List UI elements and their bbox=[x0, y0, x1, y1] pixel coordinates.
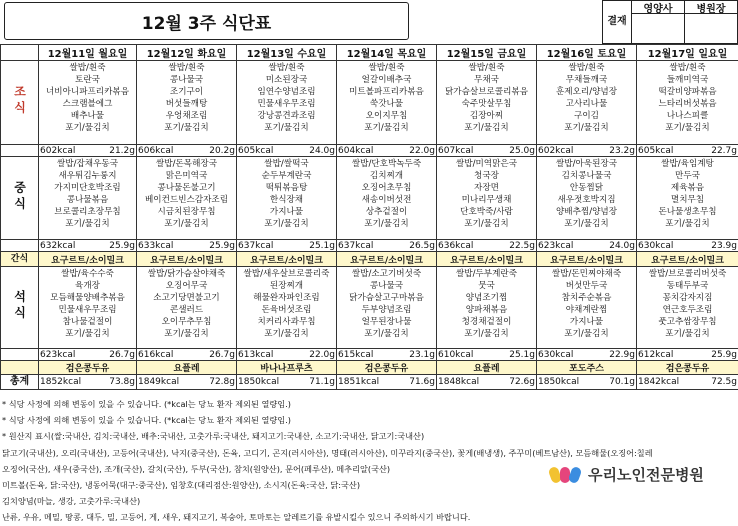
evening-snack-cell: 포도주스 bbox=[537, 361, 637, 375]
breakfast-menu-cell bbox=[237, 61, 337, 145]
dinner-kcal-cell bbox=[337, 349, 437, 361]
approval-col-dietitian: 영양사 bbox=[631, 0, 685, 14]
corner-cell bbox=[1, 45, 39, 61]
logo-text: 우리노인전문병원 bbox=[588, 464, 704, 485]
breakfast-kcal-cell bbox=[537, 145, 637, 157]
lunch-kcal-cell bbox=[137, 240, 237, 252]
menu-item: 새우젓호박지짐 bbox=[538, 194, 635, 206]
snack-cell: 요구르트/소이밀크 bbox=[537, 252, 637, 267]
menu-item: 오이무추무침 bbox=[138, 316, 235, 328]
menu-item: 포기/물김치 bbox=[438, 328, 535, 340]
breakfast-kcal-row bbox=[1, 145, 738, 157]
gram-value: 23.2g bbox=[609, 146, 635, 156]
dinner-menu-cell bbox=[637, 267, 738, 349]
kcal-value: 606kcal bbox=[138, 146, 173, 156]
menu-item: 포기/물김치 bbox=[138, 218, 235, 230]
menu-item: 쌀밥/육임계탕 bbox=[638, 158, 737, 170]
total-gram: 72.8g bbox=[209, 377, 235, 387]
menu-item: 버섯들깨탕 bbox=[138, 98, 235, 110]
menu-item: 포기/물김치 bbox=[338, 218, 435, 230]
note-line: 오징어(국산), 새우(중국산), 조개(국산), 갈치(국산), 두부(국산), 참치(원양산), 문어(페루산), 메추리알(국산) bbox=[2, 461, 738, 477]
lunch-menu-cell bbox=[137, 157, 237, 240]
kcal-value: 610kcal bbox=[438, 350, 473, 360]
note-line: 난류, 우유, 메밀, 땅콩, 대두, 밀, 고등어, 게, 새우, 돼지고기, 복숭아, 토마토는 알레르기를 유발시킬수 있으니 주의하시기 바랍니다. bbox=[2, 509, 738, 525]
menu-item: 쌀밥/아욱된장국 bbox=[538, 158, 635, 170]
menu-item: 포기/물김치 bbox=[138, 328, 235, 340]
menu-item: 쌀밥/두부계란죽 bbox=[438, 268, 535, 280]
menu-item: 포기/물김치 bbox=[538, 122, 635, 134]
gram-value: 26.7g bbox=[109, 350, 135, 360]
menu-item: 김치찌개 bbox=[338, 170, 435, 182]
evening-snack-cell: 검은콩두유 bbox=[39, 361, 137, 375]
menu-item: 쌀밥/새우살브로콜리죽 bbox=[238, 268, 335, 280]
dinner-kcal-cell bbox=[537, 349, 637, 361]
menu-item: 상추겉절이 bbox=[338, 206, 435, 218]
lunch-menu-cell bbox=[537, 157, 637, 240]
breakfast-kcal-cell bbox=[337, 145, 437, 157]
menu-item: 너비아니파프리카볶음 bbox=[40, 86, 135, 98]
lunch-kcal-cell bbox=[39, 240, 137, 252]
menu-item: 돈육버섯조림 bbox=[238, 304, 335, 316]
total-kcal: 1850kcal bbox=[238, 377, 279, 387]
menu-item: 소고기당면불고기 bbox=[138, 292, 235, 304]
breakfast-kcal-cell bbox=[437, 145, 537, 157]
menu-item: 쌀밥/돈민찌야채죽 bbox=[538, 268, 635, 280]
menu-table bbox=[0, 44, 738, 390]
dinner-kcal-row bbox=[1, 349, 738, 361]
menu-item: 쌀밥/돈목해장국 bbox=[138, 158, 235, 170]
kcal-value: 607kcal bbox=[438, 146, 473, 156]
menu-item: 안동찜닭 bbox=[538, 182, 635, 194]
total-cell bbox=[237, 375, 337, 390]
evening-snack-cell: 요플레 bbox=[137, 361, 237, 375]
snack-cell: 요구르트/소이밀크 bbox=[39, 252, 137, 267]
menu-item: 얼무된장나물 bbox=[338, 316, 435, 328]
kcal-value: 630kcal bbox=[538, 350, 573, 360]
menu-item: 무채들깨국 bbox=[538, 74, 635, 86]
kcal-value: 612kcal bbox=[638, 350, 673, 360]
gram-value: 22.7g bbox=[711, 146, 737, 156]
snack-label: 간식 bbox=[1, 252, 39, 267]
breakfast-kcal-cell bbox=[39, 145, 137, 157]
gram-value: 24.0g bbox=[609, 241, 635, 251]
kcal-value: 615kcal bbox=[338, 350, 373, 360]
menu-item: 단호박죽/사람 bbox=[438, 206, 535, 218]
gram-value: 22.0g bbox=[309, 350, 335, 360]
dinner-menu-cell bbox=[137, 267, 237, 349]
menu-item: 포기/물김치 bbox=[638, 328, 737, 340]
kcal-value: 623kcal bbox=[40, 350, 75, 360]
hospital-logo bbox=[548, 463, 738, 485]
breakfast-kcal-label bbox=[1, 145, 39, 157]
total-label: 총계 bbox=[1, 375, 39, 390]
menu-item: 가지나물 bbox=[538, 316, 635, 328]
gram-value: 25.9g bbox=[109, 241, 135, 251]
breakfast-kcal-cell bbox=[237, 145, 337, 157]
menu-item: 들깨미역국 bbox=[638, 74, 737, 86]
gram-value: 22.5g bbox=[509, 241, 535, 251]
breakfast-menu-cell bbox=[537, 61, 637, 145]
day-header: 12월12일 화요일 bbox=[137, 45, 237, 61]
menu-item: 포기/물김치 bbox=[438, 122, 535, 134]
lunch-kcal-cell bbox=[537, 240, 637, 252]
kcal-value: 616kcal bbox=[138, 350, 173, 360]
note-line: * 식당 사정에 의해 변동이 있을 수 있습니다. (*kcal는 당뇨 환자 제외된 열량임.) bbox=[2, 412, 738, 428]
kcal-value: 633kcal bbox=[138, 241, 173, 251]
breakfast-menu-cell bbox=[137, 61, 237, 145]
lunch-kcal-row bbox=[1, 240, 738, 252]
breakfast-menu-cell bbox=[337, 61, 437, 145]
menu-item: 우엉채조림 bbox=[138, 110, 235, 122]
menu-item: 콩나물볶음 bbox=[40, 194, 135, 206]
menu-item: 포기/물김치 bbox=[238, 122, 335, 134]
menu-item: 토란국 bbox=[40, 74, 135, 86]
menu-item: 쌀밥/브로콜리버섯죽 bbox=[638, 268, 737, 280]
kcal-value: 637kcal bbox=[238, 241, 273, 251]
menu-item: 동태두부국 bbox=[638, 280, 737, 292]
menu-item: 청국장 bbox=[438, 170, 535, 182]
total-gram: 73.8g bbox=[109, 377, 135, 387]
menu-item: 쌀밥/육수수죽 bbox=[40, 268, 135, 280]
total-kcal: 1842kcal bbox=[638, 377, 679, 387]
kcal-value: 632kcal bbox=[40, 241, 75, 251]
total-kcal: 1851kcal bbox=[338, 377, 379, 387]
menu-item: 쌀밥/소고기버섯죽 bbox=[338, 268, 435, 280]
menu-item: 구이김 bbox=[538, 110, 635, 122]
total-gram: 71.1g bbox=[309, 377, 335, 387]
menu-item: 쌀밥/흰죽 bbox=[538, 62, 635, 74]
menu-item: 돈나물생초무침 bbox=[638, 206, 737, 218]
menu-item: 포기/물김치 bbox=[40, 218, 135, 230]
snack-row bbox=[1, 252, 738, 267]
kcal-value: 637kcal bbox=[338, 241, 373, 251]
menu-item: 제육볶음 bbox=[638, 182, 737, 194]
gram-value: 25.9g bbox=[209, 241, 235, 251]
menu-item: 미소된장국 bbox=[238, 74, 335, 86]
menu-item: 느타리버섯볶음 bbox=[638, 98, 737, 110]
evening-snack-label bbox=[1, 361, 39, 375]
total-cell bbox=[437, 375, 537, 390]
lunch-label-text: 중식 bbox=[13, 181, 27, 213]
menu-item: 포기/물김치 bbox=[40, 328, 135, 340]
menu-item: 풋고추쌈장무침 bbox=[638, 316, 737, 328]
menu-item: 임연수양념조림 bbox=[238, 86, 335, 98]
menu-item: 맑은미역국 bbox=[138, 170, 235, 182]
breakfast-menu-cell bbox=[437, 61, 537, 145]
total-cell bbox=[637, 375, 738, 390]
kcal-value: 613kcal bbox=[238, 350, 273, 360]
total-cell bbox=[39, 375, 137, 390]
approval-col-director: 병원장 bbox=[684, 0, 738, 14]
lunch-row bbox=[1, 157, 738, 240]
total-gram: 70.1g bbox=[609, 377, 635, 387]
kcal-value: 630kcal bbox=[638, 241, 673, 251]
menu-item: 포기/물김치 bbox=[338, 122, 435, 134]
menu-item: 베이컨드빈스감자조림 bbox=[138, 194, 235, 206]
kcal-value: 623kcal bbox=[538, 241, 573, 251]
menu-item: 해물완자파인조림 bbox=[238, 292, 335, 304]
kcal-value: 605kcal bbox=[638, 146, 673, 156]
evening-snack-cell: 바나나프루츠 bbox=[237, 361, 337, 375]
day-header: 12월14일 목요일 bbox=[337, 45, 437, 61]
breakfast-label-text: 조식 bbox=[13, 85, 27, 117]
note-line: 닭고기(국내산), 오리(국내산), 고등어(국내산), 낙지(중국산), 돈육, 고디기, 곤지(러시아산), 명태(러시아산), 미꾸라지(중국산), 꽃게(배냉생), 주꾸미(베트남산), 모듬해물(오징어:칠레 bbox=[2, 445, 738, 461]
gram-value: 26.7g bbox=[209, 350, 235, 360]
menu-item: 자장면 bbox=[438, 182, 535, 194]
logo-mark-icon bbox=[548, 463, 584, 485]
gram-value: 22.0g bbox=[409, 146, 435, 156]
snack-cell: 요구르트/소이밀크 bbox=[337, 252, 437, 267]
menu-item: 쌀밥/미역맑은국 bbox=[438, 158, 535, 170]
menu-item: 치커리사과무침 bbox=[238, 316, 335, 328]
total-gram: 72.6g bbox=[509, 377, 535, 387]
lunch-kcal-cell bbox=[237, 240, 337, 252]
kcal-value: 602kcal bbox=[538, 146, 573, 156]
menu-item: 김치콩나물국 bbox=[538, 170, 635, 182]
breakfast-kcal-cell bbox=[637, 145, 738, 157]
menu-item: 시금치된장무침 bbox=[138, 206, 235, 218]
menu-item: 참치주순볶음 bbox=[538, 292, 635, 304]
dinner-kcal-cell bbox=[437, 349, 537, 361]
day-header: 12월16일 토요일 bbox=[537, 45, 637, 61]
menu-item: 쌀밥/흰죽 bbox=[238, 62, 335, 74]
approval-sign-dietitian[interactable] bbox=[631, 13, 685, 44]
menu-item: 멸치무침 bbox=[638, 194, 737, 206]
lunch-kcal-cell bbox=[637, 240, 738, 252]
lunch-menu-cell bbox=[637, 157, 738, 240]
menu-item: 고사리나물 bbox=[538, 98, 635, 110]
kcal-value: 605kcal bbox=[238, 146, 273, 156]
menu-item: 민물새우무조림 bbox=[40, 304, 135, 316]
dinner-label bbox=[1, 267, 39, 349]
approval-box bbox=[602, 0, 738, 44]
dinner-menu-cell bbox=[437, 267, 537, 349]
menu-item: 모듬해물양배추볶음 bbox=[40, 292, 135, 304]
menu-item: 새우튀김누룽지 bbox=[40, 170, 135, 182]
menu-item: 육개장 bbox=[40, 280, 135, 292]
breakfast-menu-cell bbox=[637, 61, 738, 145]
dinner-menu-cell bbox=[337, 267, 437, 349]
total-row bbox=[1, 375, 738, 390]
snack-cell: 요구르트/소이밀크 bbox=[137, 252, 237, 267]
note-line: 김치양념(마늘, 생강, 고춧가루:국내산) bbox=[2, 493, 738, 509]
menu-item: 미나리무생채 bbox=[438, 194, 535, 206]
snack-cell: 요구르트/소이밀크 bbox=[237, 252, 337, 267]
note-line: 미트볼(돈육, 닭:국산), 냉동어묵(대구:중국산), 임창호(대리점산:원양산), 소시지(돈육:국산, 닭:국산) bbox=[2, 477, 738, 493]
menu-item: 배추나물 bbox=[40, 110, 135, 122]
approval-label: 결재 bbox=[602, 0, 632, 44]
gram-value: 25.9g bbox=[711, 350, 737, 360]
total-cell bbox=[337, 375, 437, 390]
menu-item: 민물새우무조림 bbox=[238, 98, 335, 110]
menu-item: 쌀밥/흰죽 bbox=[638, 62, 737, 74]
menu-item: 포기/물김치 bbox=[538, 218, 635, 230]
snack-cell: 요구르트/소이밀크 bbox=[437, 252, 537, 267]
gram-value: 20.2g bbox=[209, 146, 235, 156]
menu-item: 미트볼파프리카볶음 bbox=[338, 86, 435, 98]
approval-sign-director[interactable] bbox=[684, 13, 738, 44]
gram-value: 26.5g bbox=[409, 241, 435, 251]
dinner-kcal-label bbox=[1, 349, 39, 361]
menu-item: 쑥갓나물 bbox=[338, 98, 435, 110]
evening-snack-cell: 요플레 bbox=[437, 361, 537, 375]
menu-item: 스크램블에그 bbox=[40, 98, 135, 110]
menu-item: 떡갈비양파볶음 bbox=[638, 86, 737, 98]
gram-value: 25.1g bbox=[509, 350, 535, 360]
evening-snack-cell: 검은콩두유 bbox=[337, 361, 437, 375]
breakfast-row bbox=[1, 61, 738, 145]
menu-item: 나나스피클 bbox=[638, 110, 737, 122]
menu-item: 연근호두조림 bbox=[638, 304, 737, 316]
note-line: * 원산지 표시(쌀:국내산, 김치:국내산, 배추:국내산, 고춧가루:국내산, 돼지고기:국내산, 소고기:국내산, 닭고기:국내산) bbox=[2, 428, 738, 444]
menu-item: 쌀밥/흰죽 bbox=[40, 62, 135, 74]
evening-snack-cell: 검은콩두유 bbox=[637, 361, 738, 375]
menu-item: 양념조기찜 bbox=[438, 292, 535, 304]
lunch-kcal-label bbox=[1, 240, 39, 252]
menu-item: 포기/물김치 bbox=[40, 122, 135, 134]
menu-item: 오징어초무침 bbox=[338, 182, 435, 194]
page-title: 12월 3주 식단표 bbox=[4, 2, 409, 40]
menu-item: 쌀밥/닭가슴살야채죽 bbox=[138, 268, 235, 280]
menu-item: 포기/물김치 bbox=[638, 218, 737, 230]
menu-item: 쌀밥/단호박녹두죽 bbox=[338, 158, 435, 170]
gram-value: 23.1g bbox=[409, 350, 435, 360]
total-gram: 72.5g bbox=[711, 377, 737, 387]
kcal-value: 604kcal bbox=[338, 146, 373, 156]
menu-item: 훈제오리/양념장 bbox=[538, 86, 635, 98]
header bbox=[0, 0, 738, 44]
lunch-label bbox=[1, 157, 39, 240]
menu-item: 포기/물김치 bbox=[538, 328, 635, 340]
dinner-kcal-cell bbox=[137, 349, 237, 361]
day-header: 12월11일 월요일 bbox=[39, 45, 137, 61]
gram-value: 25.1g bbox=[309, 241, 335, 251]
lunch-kcal-cell bbox=[337, 240, 437, 252]
menu-item: 포기/물김치 bbox=[438, 218, 535, 230]
menu-item: 콩나물국 bbox=[138, 74, 235, 86]
dinner-label-text: 석식 bbox=[13, 290, 27, 322]
total-cell bbox=[537, 375, 637, 390]
menu-item: 쌀밥/흰죽 bbox=[338, 62, 435, 74]
lunch-menu-cell bbox=[337, 157, 437, 240]
menu-item: 오징어무국 bbox=[138, 280, 235, 292]
total-kcal: 1849kcal bbox=[138, 377, 179, 387]
menu-item: 쌀밥/쌀떡국 bbox=[238, 158, 335, 170]
menu-item: 쌀밥/흰죽 bbox=[438, 62, 535, 74]
dinner-menu-cell bbox=[237, 267, 337, 349]
menu-item: 가지나물 bbox=[238, 206, 335, 218]
menu-item: 쌀밥/잡채우동국 bbox=[40, 158, 135, 170]
menu-item: 한식장채 bbox=[238, 194, 335, 206]
menu-item: 새송이버섯전 bbox=[338, 194, 435, 206]
gram-value: 22.9g bbox=[609, 350, 635, 360]
menu-item: 포기/물김치 bbox=[238, 218, 335, 230]
dinner-menu-cell bbox=[39, 267, 137, 349]
menu-item: 콘샐러드 bbox=[138, 304, 235, 316]
menu-item: 양파채볶음 bbox=[438, 304, 535, 316]
menu-item: 뭇국 bbox=[438, 280, 535, 292]
dinner-kcal-cell bbox=[39, 349, 137, 361]
note-line: * 식당 사정에 의해 변동이 있을 수 있습니다. (*kcal는 당뇨 환자 제외된 열량임.) bbox=[2, 396, 738, 412]
gram-value: 23.9g bbox=[711, 241, 737, 251]
menu-item: 얼갈이배추국 bbox=[338, 74, 435, 86]
snack-cell: 요구르트/소이밀크 bbox=[637, 252, 738, 267]
menu-item: 강낭콩견과조림 bbox=[238, 110, 335, 122]
total-cell bbox=[137, 375, 237, 390]
menu-item: 떡튀볶음탕 bbox=[238, 182, 335, 194]
day-header: 12월17일 일요일 bbox=[637, 45, 738, 61]
dinner-kcal-cell bbox=[637, 349, 738, 361]
menu-item: 참나물겉절이 bbox=[40, 316, 135, 328]
total-gram: 71.6g bbox=[409, 377, 435, 387]
menu-item: 닭가슴살브로콜리볶음 bbox=[438, 86, 535, 98]
menu-item: 조기구이 bbox=[138, 86, 235, 98]
menu-item: 만두국 bbox=[638, 170, 737, 182]
kcal-value: 602kcal bbox=[40, 146, 75, 156]
total-kcal: 1850kcal bbox=[538, 377, 579, 387]
menu-item: 콩나물국 bbox=[338, 280, 435, 292]
gram-value: 21.2g bbox=[109, 146, 135, 156]
lunch-menu-cell bbox=[39, 157, 137, 240]
menu-item: 버섯만두국 bbox=[538, 280, 635, 292]
day-header-row bbox=[1, 45, 738, 61]
menu-item: 순두부계란국 bbox=[238, 170, 335, 182]
menu-item: 포기/물김치 bbox=[138, 122, 235, 134]
menu-item: 된장찌개 bbox=[238, 280, 335, 292]
breakfast-menu-cell bbox=[39, 61, 137, 145]
breakfast-label bbox=[1, 61, 39, 145]
day-header: 12월15일 금요일 bbox=[437, 45, 537, 61]
menu-item: 포기/물김치 bbox=[338, 328, 435, 340]
menu-item: 닭가슴살고구마볶음 bbox=[338, 292, 435, 304]
menu-item: 포기/물김치 bbox=[238, 328, 335, 340]
day-header: 12월13일 수요일 bbox=[237, 45, 337, 61]
menu-item: 포기/물김치 bbox=[638, 122, 737, 134]
menu-item: 가지미단호박조림 bbox=[40, 182, 135, 194]
lunch-menu-cell bbox=[237, 157, 337, 240]
menu-item: 숙주맛살무침 bbox=[438, 98, 535, 110]
menu-item: 두부양념조림 bbox=[338, 304, 435, 316]
lunch-menu-cell bbox=[437, 157, 537, 240]
evening-snack-row bbox=[1, 361, 738, 375]
menu-item: 야채계란찜 bbox=[538, 304, 635, 316]
breakfast-kcal-cell bbox=[137, 145, 237, 157]
gram-value: 24.0g bbox=[309, 146, 335, 156]
total-kcal: 1848kcal bbox=[438, 377, 479, 387]
menu-item: 꽁치감자지짐 bbox=[638, 292, 737, 304]
menu-item: 무채국 bbox=[438, 74, 535, 86]
gram-value: 25.0g bbox=[509, 146, 535, 156]
menu-item: 양배추찜/양념장 bbox=[538, 206, 635, 218]
menu-item: 청경채겉절이 bbox=[438, 316, 535, 328]
notes bbox=[2, 396, 738, 526]
menu-item: 쌀밥/흰죽 bbox=[138, 62, 235, 74]
dinner-row bbox=[1, 267, 738, 349]
menu-item: 브로콜리초장무침 bbox=[40, 206, 135, 218]
lunch-kcal-cell bbox=[437, 240, 537, 252]
menu-item: 김장아찌 bbox=[438, 110, 535, 122]
dinner-kcal-cell bbox=[237, 349, 337, 361]
total-kcal: 1852kcal bbox=[40, 377, 81, 387]
kcal-value: 636kcal bbox=[438, 241, 473, 251]
dinner-menu-cell bbox=[537, 267, 637, 349]
menu-item: 오이지무침 bbox=[338, 110, 435, 122]
menu-item: 콩나물돈불고기 bbox=[138, 182, 235, 194]
